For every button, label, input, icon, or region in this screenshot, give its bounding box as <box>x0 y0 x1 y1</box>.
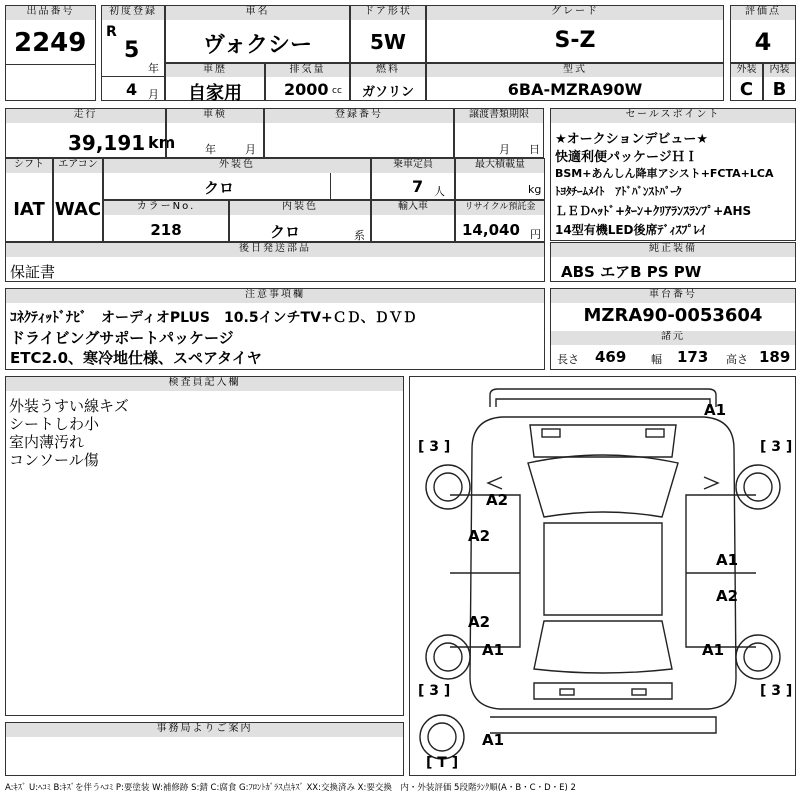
history-cell <box>165 63 265 104</box>
model-code-label: 型式 <box>427 64 723 77</box>
aircon-cell <box>53 158 103 242</box>
notes-cell <box>5 288 545 370</box>
lot-no-cell <box>5 5 96 101</box>
legend: A:ｷｽﾞ U:ﾍｺﾐ B:ｷｽﾞを伴うﾍｺﾐ P:要塗装 W:補修跡 S:錆 C:腐食 G:ﾌﾛﾝﾄｶﾞﾗｽ点ｷｽﾞ XX:交換済み X:要交換 内・外装評価 5段階ﾗﾝｸ順(A・B・C・D・E) 2 <box>5 783 576 793</box>
model-name-cell <box>165 5 350 63</box>
score: 4 <box>754 28 772 56</box>
capacity-unit: 人 <box>434 185 445 198</box>
capacity-label: 乗車定員 <box>372 159 454 173</box>
aircon: WAC <box>54 199 102 220</box>
exterior-cell <box>730 63 763 101</box>
ext-color-label: 外装色 <box>104 159 370 173</box>
transfer-month-unit: 月 <box>499 143 510 156</box>
capacity-cell <box>371 158 455 200</box>
history-label: 車歴 <box>166 64 264 77</box>
inspector-cell <box>5 376 404 716</box>
later-parts-cell <box>5 242 545 282</box>
model-name: ヴォクシー <box>202 33 313 58</box>
std-equip: ABS エアB PS PW <box>561 263 702 281</box>
lot-no-label: 出品番号 <box>6 6 95 20</box>
fuel-cell <box>350 63 426 101</box>
model-code-cell <box>426 63 724 101</box>
km-unit: km <box>148 133 176 152</box>
office-label: 事務局よりご案内 <box>6 723 403 737</box>
displacement: 2000 <box>284 80 329 99</box>
ext-color: クロ <box>203 179 234 197</box>
length-label: 長さ <box>557 353 579 366</box>
max-load-cell <box>455 158 545 200</box>
length: 469 <box>595 348 627 366</box>
int-color: クロ <box>269 223 300 241</box>
note-1: ｺﾈｸﾃｨｯﾄﾞﾅﾋﾞ オーディオPLUS 10.5インチTV+ＣＤ、ＤＶＤ <box>10 310 417 326</box>
ext-color-cell <box>103 158 371 200</box>
damage-mark: A1 <box>704 401 727 419</box>
recycle-label: リサイクル預託金 <box>456 201 544 215</box>
reg-era: R <box>106 24 117 40</box>
grade: S-Z <box>554 28 596 53</box>
damage-mark: A1 <box>716 551 739 569</box>
displacement-cell <box>265 63 350 101</box>
cc-unit: cc <box>332 86 342 96</box>
tire-rear-right: [ 3 ] <box>760 683 793 699</box>
max-load-label: 最大積載量 <box>456 159 544 173</box>
width-label: 幅 <box>651 353 662 366</box>
mileage-cell <box>5 108 176 158</box>
int-color-unit: 系 <box>354 229 365 242</box>
sales-point-3: BSM+あんしん降車アシスト+FCTA+LCA <box>555 167 774 180</box>
damage-mark: A2 <box>468 527 491 545</box>
height: 189 <box>759 348 791 366</box>
sales-point-2: 快適利便パッケージＨＩ <box>555 150 698 165</box>
int-color-cell <box>229 200 371 242</box>
mileage: 39,191 <box>68 131 146 155</box>
first-reg-label: 初度登録 <box>102 6 164 20</box>
reg-month: 4 <box>126 80 138 99</box>
exterior-label: 外装 <box>731 64 762 77</box>
history: 自家用 <box>188 83 242 104</box>
transfer-day-unit: 日 <box>529 143 540 156</box>
first-reg-cell <box>101 5 165 101</box>
chassis-cell <box>550 288 796 370</box>
lot-no: 2249 <box>14 28 87 58</box>
door-cell <box>350 5 426 63</box>
note-2: ドライビングサポートパッケージ <box>10 329 234 347</box>
recycle-cell <box>455 200 545 242</box>
std-equip-cell <box>550 242 796 282</box>
recycle: 14,040 <box>462 221 520 239</box>
interior-label: 内装 <box>764 64 795 77</box>
damage-mark: A2 <box>486 491 509 509</box>
capacity: 7 <box>412 177 424 196</box>
notes-label: 注意事項欄 <box>6 289 544 303</box>
imported-label: 輸入車 <box>372 201 454 215</box>
std-equip-label: 純正装備 <box>551 243 795 257</box>
interior-cell <box>763 63 796 101</box>
shift-cell <box>5 158 53 242</box>
reg-no-cell <box>264 108 454 158</box>
tire-front-left: [ 3 ] <box>418 439 451 455</box>
interior-grade: B <box>772 79 787 100</box>
color-no-cell <box>103 200 229 242</box>
tire-rear-left: [ 3 ] <box>418 683 451 699</box>
tire-front-right: [ 3 ] <box>760 439 793 455</box>
damage-mark: A1 <box>702 641 725 659</box>
damage-mark: A1 <box>482 641 505 659</box>
chassis-label: 車台番号 <box>551 289 795 303</box>
model-name-label: 車名 <box>166 6 349 20</box>
sales-point-4: ﾄﾖﾀﾁｰﾑﾒｲﾄ ｱﾄﾞﾊﾞﾝｽﾄﾊﾟｰｸ <box>555 185 682 198</box>
damage-mark: A2 <box>716 587 739 605</box>
office-cell <box>5 722 404 776</box>
inspector-note-1: 外装うすい線キズ <box>9 397 129 415</box>
fuel-label: 燃料 <box>351 64 425 77</box>
inspector-note-4: コンソール傷 <box>9 451 99 469</box>
door-label: ドア形状 <box>351 6 425 20</box>
sales-point-6: 14型有機LED後席ﾃﾞｨｽﾌﾟﾚｲ <box>555 223 706 237</box>
shift: IAT <box>13 199 45 220</box>
sales-point-1: ★オークションデビュー★ <box>555 132 709 147</box>
fuel: ガソリン <box>361 85 414 100</box>
width: 173 <box>677 348 709 366</box>
color-no: 218 <box>150 221 182 239</box>
recycle-unit: 円 <box>530 228 541 241</box>
load-unit: kg <box>528 183 542 196</box>
inspector-note-3: 室内薄汚れ <box>9 433 85 451</box>
sales-point-5: ＬＥＤﾍｯﾄﾞ+ﾀｰﾝ+ｸﾘｱﾗﾝｽﾗﾝﾌﾟ+AHS <box>555 204 752 218</box>
score-cell <box>730 5 796 63</box>
inspector-label: 検査員記入欄 <box>6 377 403 391</box>
reg-year: 5 <box>124 38 140 63</box>
month-unit: 月 <box>148 88 159 101</box>
chassis-no: MZRA90-0053604 <box>583 305 763 326</box>
spare-tire-mark: [ T ] <box>426 755 459 771</box>
inspection-year-unit: 年 <box>205 143 216 156</box>
dimensions-label: 諸元 <box>551 331 795 345</box>
later-parts: 保証書 <box>10 263 56 281</box>
car-outline-drawing <box>410 377 795 775</box>
grade-cell <box>426 5 724 63</box>
inspection-cell <box>166 108 264 158</box>
grade-label: グレード <box>427 6 723 20</box>
shift-label: シフト <box>6 159 52 173</box>
sales-points-cell <box>550 108 796 241</box>
aircon-label: エアコン <box>54 159 102 173</box>
imported-cell <box>371 200 455 242</box>
exterior-grade: C <box>739 79 754 100</box>
int-color-label: 内装色 <box>230 201 370 215</box>
transfer-label: 譲渡書類期限 <box>455 109 543 123</box>
note-3: ETC2.0、寒冷地仕様、スペアタイヤ <box>10 349 262 367</box>
damage-mark: A2 <box>468 613 491 631</box>
car-diagram <box>409 376 796 776</box>
height-label: 高さ <box>726 353 748 366</box>
mileage-label: 走行 <box>6 109 165 123</box>
inspection-label: 車検 <box>167 109 263 123</box>
displacement-label: 排気量 <box>266 64 349 77</box>
reg-no-label: 登録番号 <box>265 109 453 123</box>
year-unit: 年 <box>148 62 159 75</box>
damage-mark: A1 <box>482 731 505 749</box>
sales-points-label: セールスポイント <box>551 109 795 123</box>
color-no-label: カラーNo. <box>104 201 228 215</box>
inspection-month-unit: 月 <box>245 143 256 156</box>
door-type: 5W <box>370 30 406 54</box>
inspector-note-2: シートしわ小 <box>9 415 100 433</box>
score-label: 評価点 <box>731 6 795 20</box>
transfer-cell <box>454 108 544 158</box>
later-parts-label: 後日発送部品 <box>6 243 544 257</box>
model-code: 6BA-MZRA90W <box>507 80 643 99</box>
